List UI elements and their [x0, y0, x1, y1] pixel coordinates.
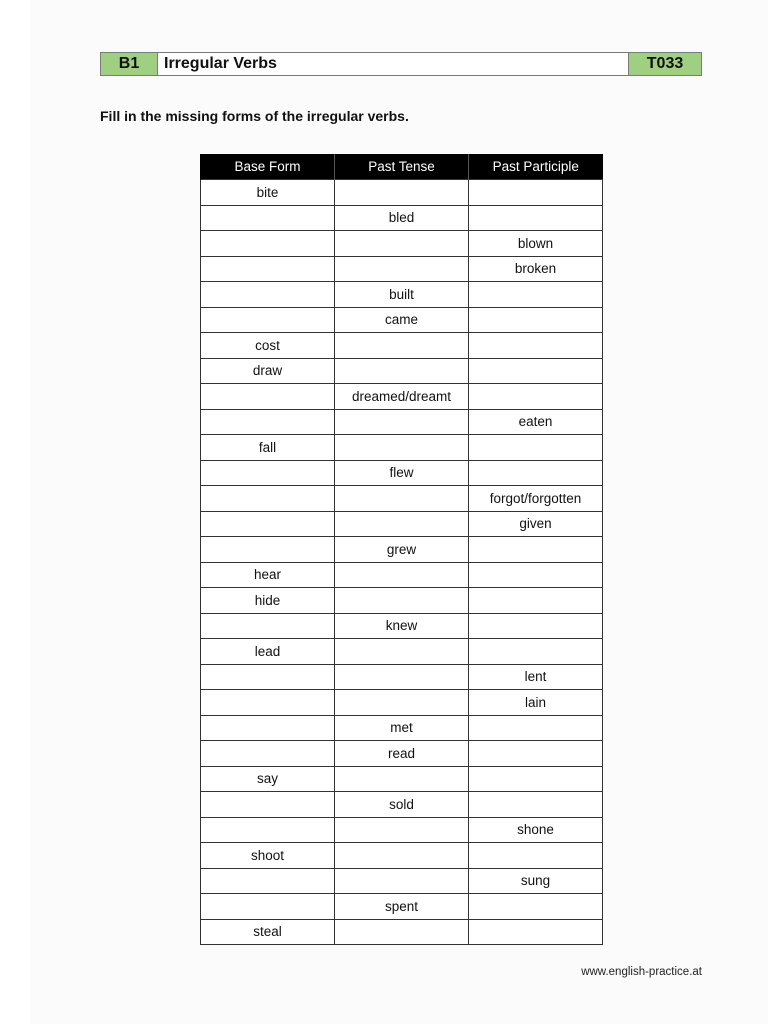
past-tense-cell: flew — [335, 460, 469, 486]
base-form-cell: hide — [201, 588, 335, 614]
past-participle-cell: forgot/forgotten — [469, 486, 603, 512]
past-tense-cell[interactable] — [335, 817, 469, 843]
base-form-cell[interactable] — [201, 231, 335, 257]
base-form-cell: cost — [201, 333, 335, 359]
past-tense-cell: bled — [335, 205, 469, 231]
table-row — [201, 282, 603, 308]
base-form-cell[interactable] — [201, 792, 335, 818]
past-participle-cell[interactable] — [469, 919, 603, 945]
base-form-cell[interactable] — [201, 613, 335, 639]
table-row — [201, 460, 603, 486]
past-participle-cell: broken — [469, 256, 603, 282]
base-form-cell[interactable] — [201, 409, 335, 435]
verb-table — [200, 154, 603, 945]
past-participle-cell[interactable] — [469, 460, 603, 486]
past-participle-cell[interactable] — [469, 333, 603, 359]
base-form-cell[interactable] — [201, 894, 335, 920]
past-participle-cell[interactable] — [469, 435, 603, 461]
base-form-cell: bite — [201, 180, 335, 206]
past-participle-cell[interactable] — [469, 741, 603, 767]
past-tense-cell[interactable] — [335, 180, 469, 206]
past-tense-cell[interactable] — [335, 588, 469, 614]
past-participle-cell[interactable] — [469, 180, 603, 206]
base-form-cell: say — [201, 766, 335, 792]
table-row — [201, 231, 603, 257]
past-tense-cell: built — [335, 282, 469, 308]
past-participle-cell[interactable] — [469, 562, 603, 588]
past-tense-cell[interactable] — [335, 868, 469, 894]
past-participle-cell: eaten — [469, 409, 603, 435]
base-form-cell: fall — [201, 435, 335, 461]
past-tense-cell: grew — [335, 537, 469, 563]
past-participle-cell[interactable] — [469, 205, 603, 231]
past-tense-cell: met — [335, 715, 469, 741]
past-tense-cell: dreamed/dreamt — [335, 384, 469, 410]
table-row — [201, 358, 603, 384]
past-tense-cell: spent — [335, 894, 469, 920]
column-header-past-participle: Past Participle — [469, 154, 603, 180]
table-row — [201, 868, 603, 894]
table-row — [201, 588, 603, 614]
base-form-cell[interactable] — [201, 282, 335, 308]
level-badge: B1 — [101, 53, 158, 75]
base-form-cell[interactable] — [201, 486, 335, 512]
past-tense-cell: read — [335, 741, 469, 767]
past-participle-cell[interactable] — [469, 715, 603, 741]
instruction-text: Fill in the missing forms of the irregular verbs. — [100, 108, 409, 124]
past-tense-cell[interactable] — [335, 358, 469, 384]
table-row — [201, 792, 603, 818]
verb-table-body — [201, 180, 603, 945]
table-row — [201, 205, 603, 231]
past-participle-cell: lent — [469, 664, 603, 690]
past-tense-cell[interactable] — [335, 231, 469, 257]
table-row — [201, 894, 603, 920]
past-participle-cell: blown — [469, 231, 603, 257]
past-participle-cell: sung — [469, 868, 603, 894]
table-row — [201, 409, 603, 435]
table-row — [201, 511, 603, 537]
past-tense-cell: sold — [335, 792, 469, 818]
base-form-cell[interactable] — [201, 664, 335, 690]
past-tense-cell[interactable] — [335, 333, 469, 359]
past-tense-cell[interactable] — [335, 256, 469, 282]
table-row — [201, 766, 603, 792]
table-row — [201, 919, 603, 945]
table-row — [201, 664, 603, 690]
past-participle-cell[interactable] — [469, 307, 603, 333]
worksheet-code: T033 — [628, 53, 701, 75]
base-form-cell[interactable] — [201, 817, 335, 843]
base-form-cell[interactable] — [201, 307, 335, 333]
table-row — [201, 256, 603, 282]
past-tense-cell[interactable] — [335, 690, 469, 716]
base-form-cell[interactable] — [201, 205, 335, 231]
past-tense-cell[interactable] — [335, 639, 469, 665]
base-form-cell[interactable] — [201, 384, 335, 410]
past-tense-cell[interactable] — [335, 919, 469, 945]
past-participle-cell[interactable] — [469, 766, 603, 792]
past-tense-cell: knew — [335, 613, 469, 639]
table-row — [201, 307, 603, 333]
past-participle-cell[interactable] — [469, 843, 603, 869]
base-form-cell: lead — [201, 639, 335, 665]
column-header-past-tense: Past Tense — [335, 154, 469, 180]
table-row — [201, 741, 603, 767]
base-form-cell[interactable] — [201, 715, 335, 741]
past-participle-cell[interactable] — [469, 639, 603, 665]
column-header-base-form: Base Form — [201, 154, 335, 180]
table-row — [201, 817, 603, 843]
table-row — [201, 384, 603, 410]
past-participle-cell[interactable] — [469, 358, 603, 384]
past-participle-cell[interactable] — [469, 613, 603, 639]
past-participle-cell[interactable] — [469, 792, 603, 818]
base-form-cell[interactable] — [201, 511, 335, 537]
past-participle-cell[interactable] — [469, 282, 603, 308]
past-participle-cell[interactable] — [469, 537, 603, 563]
table-row — [201, 690, 603, 716]
past-tense-cell[interactable] — [335, 562, 469, 588]
page-margin — [0, 0, 30, 1024]
table-row — [201, 435, 603, 461]
past-tense-cell[interactable] — [335, 511, 469, 537]
table-row — [201, 613, 603, 639]
base-form-cell: draw — [201, 358, 335, 384]
base-form-cell[interactable] — [201, 537, 335, 563]
past-participle-cell: lain — [469, 690, 603, 716]
worksheet-title: Irregular Verbs — [158, 53, 628, 75]
past-tense-cell[interactable] — [335, 486, 469, 512]
past-tense-cell[interactable] — [335, 843, 469, 869]
past-tense-cell[interactable] — [335, 409, 469, 435]
table-row — [201, 333, 603, 359]
past-participle-cell[interactable] — [469, 588, 603, 614]
past-participle-cell[interactable] — [469, 384, 603, 410]
table-row — [201, 715, 603, 741]
past-participle-cell: shone — [469, 817, 603, 843]
table-row — [201, 639, 603, 665]
base-form-cell[interactable] — [201, 741, 335, 767]
past-participle-cell: given — [469, 511, 603, 537]
past-tense-cell[interactable] — [335, 435, 469, 461]
past-tense-cell: came — [335, 307, 469, 333]
base-form-cell[interactable] — [201, 460, 335, 486]
website-footer: www.english-practice.at — [581, 966, 702, 978]
base-form-cell[interactable] — [201, 868, 335, 894]
base-form-cell: steal — [201, 919, 335, 945]
table-row — [201, 180, 603, 206]
base-form-cell[interactable] — [201, 690, 335, 716]
past-tense-cell[interactable] — [335, 766, 469, 792]
base-form-cell: hear — [201, 562, 335, 588]
table-row — [201, 537, 603, 563]
table-row — [201, 843, 603, 869]
table-row — [201, 562, 603, 588]
worksheet-header — [100, 52, 702, 76]
table-row — [201, 486, 603, 512]
base-form-cell: shoot — [201, 843, 335, 869]
past-participle-cell[interactable] — [469, 894, 603, 920]
base-form-cell[interactable] — [201, 256, 335, 282]
past-tense-cell[interactable] — [335, 664, 469, 690]
table-header-row — [201, 154, 603, 180]
